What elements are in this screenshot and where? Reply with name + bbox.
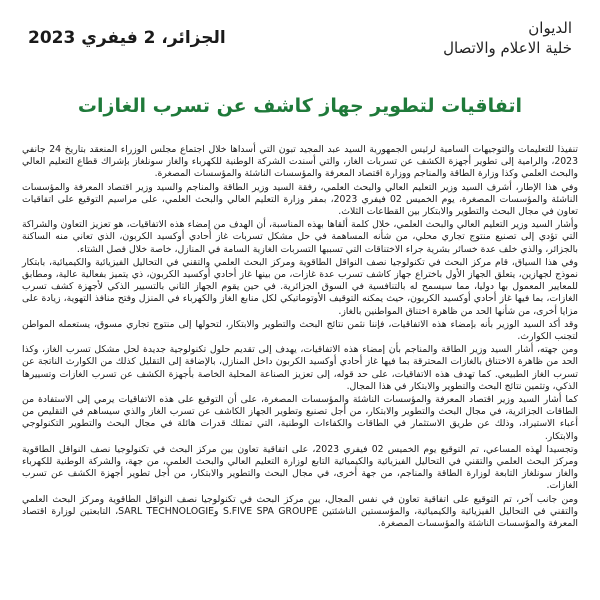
body-paragraph: وأشار السيد وزير التعليم العالي والبحث العلمي، خلال كلمة ألقاها بهذه المناسبة، أن الهدف من إمضاء هذه الاتفاقيات، هو تعزيز التعاون والشراكة التي تؤدي إلى تصنيع منتوج تجاري محلي، من شأنه المساهمة في حل مشكل تسربات غاز أحادي أوكسيد الكربون، الذي تعاني منه الساكنة بالجزائر، والذي خلف عدة خسائر بشرية جراء الاختناقات التي تسببها التسربات الغازية السامة في المنازل، خاصة خلال فصل الشتاء. (22, 219, 578, 255)
document-body (22, 144, 578, 530)
body-paragraph: تنفيذا للتعليمات والتوجيهات السامية لرئيس الجمهورية السيد عبد المجيد تبون التي أسداها خلال اجتماع مجلس الوزراء المنعقد بتاريخ 24 جانفي 2023، والرامية إلى تطوير أجهزة الكشف عن تسربات الغاز، والتي أسندت الشركة الوطنية للكهرباء والغاز سونلغاز بإشراك قطاع التعليم العالي والبحث العلمي وكذا وزارة الطاقة والمناجم ووزارة اقتصاد المعرفة والمؤسسات الناشئة والمؤسسات المصغرة. (22, 144, 578, 180)
document-header (22, 10, 578, 70)
body-paragraph: كما أشار السيد وزير اقتصاد المعرفة والمؤسسات الناشئة والمؤسسات المصغرة، على أن التوقيع على هذه الاتفاقيات يرمي إلى الاستفادة من الطاقات الجزائرية، في مجال البحث والتطوير والابتكار، من أجل تصنيع وتطوير الجهاز الكاشف عن تسرب الغاز والذي سيساهم في التقليص من أعباء الاستيراد، وذلك عن طريق الاستثمار في الطاقات والكفاءات الوطنية، التي تمتلك قدرات هائلة في مجال البحث والتطوير التكنولوجي والابتكار. (22, 394, 578, 442)
office-unit: خلية الاعلام والاتصال (443, 39, 572, 57)
body-paragraph: وفي هذا السياق، قام مركز البحث في تكنولوجيا نصف النواقل الطاقوية ومركز البحث العلمي والتقني في التحاليل الفيزيائية والكيميائية، بابتكار نموذج لجهازين، يتعلق الجهاز الأول باختراع جهاز كاشف تسرب عدة غازات، من بينها غاز أحادي أوكسيد الكربون، ذي يتميز بفعالية عالية، ومطابق للمعايير المعمول بها دوليا، مما سيسمح له بالتنافسية في السوق الجزائرية. في حين يقوم الجهاز الثاني بالتسيير الذكي لأجهزة كشف تسرب الغازات، بما فيها غاز أحادي أوكسيد الكربون، حيث يمكنه التوقيف الأوتوماتيكي لكل منابع الغاز والكهرباء في المنزل وفتح منافذ التهوية، زيادة على مزايا أخرى، من شأنها الحد من ظاهرة اختناق المواطنين بالغاز. (22, 256, 578, 317)
body-paragraph: ومن جانب آخر، تم التوقيع على اتفاقية تعاون في نفس المجال، بين مركز البحث في تكنولوجيا نصف النواقل الطاقوية ومركز البحث العلمي والتقني في التحاليل الفيزيائية والكيميائية، والمؤسستين الناشئتين S.FIVE SPA GROUPE وSARL TECHNOLOGIE، التابعتين لوزارة اقتصاد المعرفة والمؤسسات الناشئة والمؤسسات المصغرة. (22, 493, 578, 530)
issuing-office (443, 18, 572, 58)
body-paragraph: وتجسيدا لهذه المساعي، تم التوقيع يوم الخميس 02 فيفري 2023، على اتفاقية تعاون بين مركز البحث في تكنولوجيا نصف النواقل الطاقوية ومركز البحث العلمي والتقني في التحاليل الفيزيائية والكيميائية التابع لوزارة التعليم العالي والبحث العلمي، من جهة، والشركة الوطنية للكهرباء والغاز سونلغاز التابعة لوزارة الطاقة والمناجم، من جهة أخرى، في مجال البحث والتطوير والابتكار، من أجل تطوير أجهزة الكشف عن تسرب الغازات. (22, 443, 578, 492)
document-title: اتفاقيات لتطوير جهاز كاشف عن تسرب الغازات (77, 95, 523, 117)
body-paragraph: ومن جهته، أشار السيد وزير الطاقة والمناجم بأن إمضاء هذه الاتفاقيات، يهدف إلى تقديم حلول تكنولوجية جديدة لحل مشكل تسرب الغاز، وكذا الحد من ظاهرة الاختناق بالغازات المحترقة بما فيها غاز أحادي أوكسيد الكربون داخل المنازل، بالإضافة إلى التقليل كذلك من الكوارث الناتجة عن تسرب الغاز الطبيعي. كما تهدف هذه الاتفاقيات، على حد قوله، إلى تعزيز الصناعة المحلية الخاصة بأجهزة الكشف عن تسرب الغازات وتسييرها الذكي، وتثمين نتائج البحث والتطوير والابتكار في هذا المجال. (22, 344, 578, 392)
body-paragraph: وقد أكد السيد الوزير بأنه بإمضاء هذه الاتفاقيات، فإننا نثمن نتائج البحث والتطوير والابتكار، لتحولها إلى منتوج تجاري مسوق، يستعمله المواطن لتجنب الكوارث. (22, 318, 578, 343)
office-name: الديوان (528, 19, 572, 37)
document-date: الجزائر، 2 فيفري 2023 (28, 28, 226, 48)
body-paragraph: وفي هذا الإطار، أشرف السيد وزير التعليم العالي والبحث العلمي، رفقة السيد وزير الطاقة والمناجم والسيد وزير اقتصاد المعرفة والمؤسسات الناشئة والمؤسسات المصغرة، يوم الخميس 02 فيفري 2023، بمقر وزارة التعليم العالي والبحث العلمي، على مراسيم التوقيع على اتفاقيات تعاون في مجال البحث والتطوير والابتكار بين القطاعات الثلاث. (22, 181, 578, 218)
